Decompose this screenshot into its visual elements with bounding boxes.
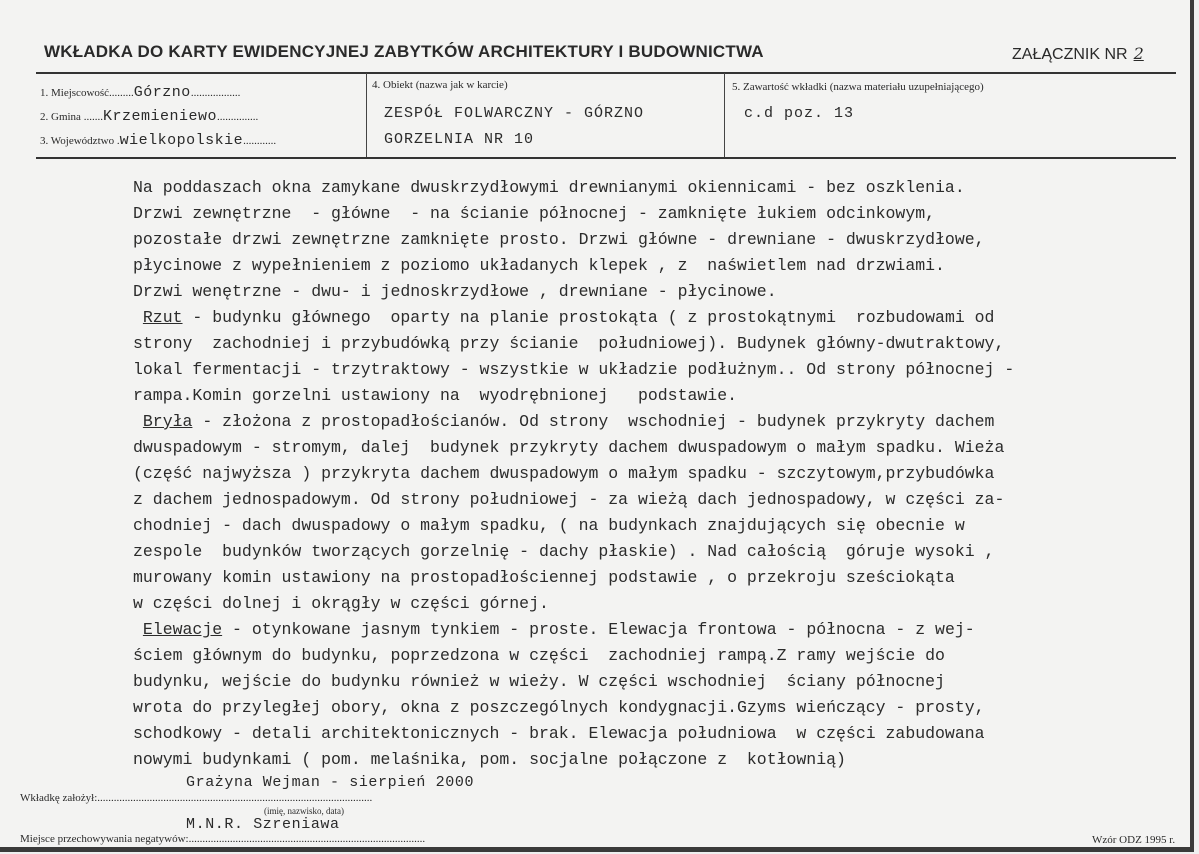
author-hint: (imię, nazwisko, data): [264, 806, 344, 816]
divider: [724, 73, 725, 157]
text-segment: wrota do przyległej obory, okna z poszczególnych kondygnacji.Gzyms wieńczący - prosty,: [133, 698, 985, 717]
text-segment: rampa.Komin gorzelni ustawiony na wyodrębnionej podstawie.: [133, 386, 737, 405]
text-line: [133, 721, 1014, 747]
obiekt-line-2: GORZELNIA NR 10: [384, 131, 535, 148]
text-segment: nowymi budynkami ( pom. melaśnika, pom. socjalne połączone z kotłownią): [133, 750, 846, 769]
text-line: [133, 513, 1014, 539]
divider: [36, 72, 1176, 74]
field-value: wielkopolskie: [119, 132, 244, 149]
section-heading: Bryła: [142, 412, 193, 431]
text-segment: schodkowy - detali architektonicznych - brak. Elewacja południowa w części zabudowana: [133, 724, 985, 743]
text-line: [133, 227, 1014, 253]
storage-field: [20, 833, 425, 845]
field-wojewodztwo: [40, 132, 276, 150]
text-segment: dwuspadowym - stromym, dalej budynek przykryty dachem dwuspadowym o małym spadku. Wieża: [133, 438, 1005, 457]
divider: [366, 73, 367, 157]
text-line: [133, 435, 1014, 461]
text-line: [133, 253, 1014, 279]
text-segment: strony zachodniej i przybudówką przy ścianie południowej). Budynek główny-dwutraktowy,: [133, 334, 1005, 353]
obiekt-line-1: ZESPÓŁ FOLWARCZNY - GÓRZNO: [384, 105, 645, 122]
text-line: [133, 565, 1014, 591]
author-dots: ....................................................................................................: [97, 792, 373, 804]
attachment-label: ZAŁĄCZNIK NR: [1012, 46, 1128, 63]
field-gmina: [40, 108, 258, 126]
text-segment: [133, 620, 143, 639]
text-segment: w części dolnej i okrągły w części górnej.: [133, 594, 549, 613]
text-line: [133, 669, 1014, 695]
text-segment: pozostałe drzwi zewnętrzne zamknięte prosto. Drzwi główne - drewniane - dwuskrzydłowe,: [133, 230, 985, 249]
text-line: [133, 747, 1014, 773]
text-line: [133, 409, 1014, 435]
text-line: [133, 175, 1014, 201]
storage-dots: ......................................................................................: [188, 833, 426, 845]
field-dots: ............: [243, 135, 277, 147]
text-segment: ściem głównym do budynku, poprzedzona w części zachodniej rampą.Z ramy wejście do: [133, 646, 945, 665]
section-heading: Rzut: [142, 308, 183, 327]
form-version: Wzór ODZ 1995 r.: [1092, 834, 1176, 846]
text-line: [133, 279, 1014, 305]
storage-value: M.N.R. Szreniawa: [186, 816, 340, 833]
zawartosc-label: 5. Zawartość wkładki (nazwa materiału uzupełniającego): [732, 81, 984, 93]
text-segment: płycinowe z wypełnieniem z poziomo układanych klepek , z naświetlem nad drzwiami.: [133, 256, 945, 275]
text-segment: - złożona z prostopadłościanów. Od strony wschodniej - budynek przykryty dachem: [192, 412, 995, 431]
attachment-number: [1012, 44, 1144, 64]
text-line: [133, 617, 1014, 643]
field-dots: ...............: [216, 111, 259, 123]
field-label: 3. Województwo .: [40, 135, 120, 147]
text-line: [133, 305, 1014, 331]
field-label: 1. Miejscowość.........: [40, 87, 134, 99]
text-segment: chodniej - dach dwuspadowy o małym spadku, ( na budynkach znajdujących się obecnie w: [133, 516, 965, 535]
text-segment: - budynku głównego oparty na planie prostokąta ( z prostokątnymi rozbudowami od: [182, 308, 995, 327]
author-label: Wkładkę założył:: [20, 792, 98, 804]
text-segment: budynku, wejście do budynku również w wieży. W części wschodniej ściany północnej: [133, 672, 945, 691]
author-field: [20, 792, 372, 805]
text-line: [133, 357, 1014, 383]
storage-label: Miejsce przechowywania negatywów:: [20, 833, 189, 845]
field-miejscowosc: [40, 84, 240, 102]
text-segment: - otynkowane jasnym tynkiem - proste. Elewacja frontowa - północna - z wej-: [222, 620, 975, 639]
text-segment: lokal fermentacji - trzytraktowy - wszystkie w układzie podłużnym.. Od strony północnej -: [133, 360, 1015, 379]
section-heading: Elewacje: [142, 620, 223, 639]
text-segment: (część najwyższa ) przykryta dachem dwuspadowym o małym spadku - szczytowym,przybudówka: [133, 464, 995, 483]
text-line: [133, 383, 1014, 409]
text-segment: Drzwi zewnętrzne - główne - na ścianie północnej - zamknięte łukiem odcinkowym,: [133, 204, 936, 223]
divider: [36, 157, 1176, 159]
text-line: [133, 461, 1014, 487]
attachment-value: 2: [1133, 44, 1144, 63]
text-segment: z dachem jednospadowym. Od strony południowej - za wieżą dach jednospadowy, w części za-: [133, 490, 1005, 509]
text-line: [133, 201, 1014, 227]
document-title: WKŁADKA DO KARTY EWIDENCYJNEJ ZABYTKÓW ARCHITEKTURY I BUDOWNICTWA: [44, 42, 764, 61]
obiekt-label: 4. Obiekt (nazwa jak w karcie): [372, 79, 508, 91]
text-segment: murowany komin ustawiony na prostopadłościennej podstawie , o przekroju sześciokąta: [133, 568, 955, 587]
zawartosc-value: c.d poz. 13: [744, 105, 855, 122]
text-segment: [133, 308, 143, 327]
text-segment: zespole budynków tworzących gorzelnię - dachy płaskie) . Nad całością góruje wysoki ,: [133, 542, 995, 561]
text-segment: Drzwi wenętrzne - dwu- i jednoskrzydłowe , drewniane - płycinowe.: [133, 282, 777, 301]
text-line: [133, 643, 1014, 669]
description-text: [133, 175, 1014, 773]
text-segment: Na poddaszach okna zamykane dwuskrzydłowymi drewnianymi okiennicami - bez oszklenia.: [133, 178, 965, 197]
field-dots: ..................: [190, 87, 241, 99]
text-line: [133, 331, 1014, 357]
text-line: [133, 487, 1014, 513]
text-line: [133, 591, 1014, 617]
text-line: [133, 539, 1014, 565]
text-line: [133, 695, 1014, 721]
field-value: Górzno: [133, 84, 191, 101]
author-value: Grażyna Wejman - sierpień 2000: [186, 774, 475, 791]
field-value: Krzemieniewo: [102, 108, 217, 125]
field-label: 2. Gmina .......: [40, 111, 103, 123]
text-segment: [133, 412, 143, 431]
